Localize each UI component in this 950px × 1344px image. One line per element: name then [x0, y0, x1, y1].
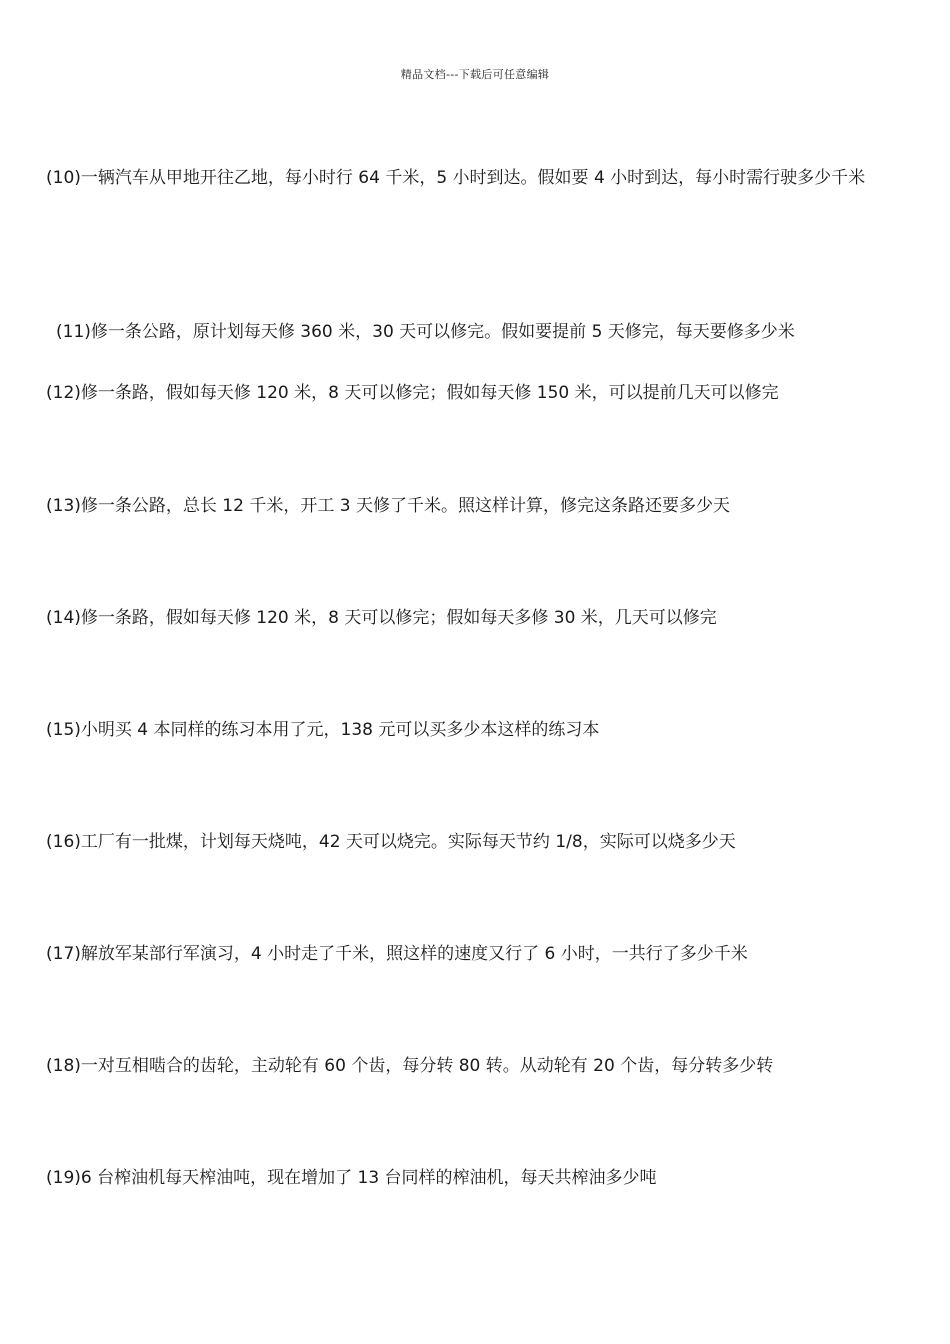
page-header: 精品文档---下载后可任意编辑 — [400, 68, 550, 81]
question-13: (13)修一条公路，总长 12 千米，开工 3 天修了千米。照这样计算，修完这条路还要多少天 — [46, 496, 730, 516]
question-15: (15)小明买 4 本同样的练习本用了元，138 元可以买多少本这样的练习本 — [46, 720, 600, 740]
question-11: (11)修一条公路，原计划每天修 360 米，30 天可以修完。假如要提前 5 天修完，每天要修多少米 — [56, 322, 795, 342]
question-12: (12)修一条路，假如每天修 120 米，8 天可以修完；假如每天修 150 米，可以提前几天可以修完 — [46, 383, 779, 403]
question-10: (10)一辆汽车从甲地开往乙地，每小时行 64 千米，5 小时到达。假如要 4 小时到达，每小时需行驶多少千米 — [46, 168, 866, 188]
question-16: (16)工厂有一批煤，计划每天烧吨，42 天可以烧完。实际每天节约 1/8，实际可以烧多少天 — [46, 832, 736, 852]
question-14: (14)修一条路，假如每天修 120 米，8 天可以修完；假如每天多修 30 米，几天可以修完 — [46, 608, 717, 628]
question-19: (19)6 台榨油机每天榨油吨，现在增加了 13 台同样的榨油机，每天共榨油多少吨 — [46, 1168, 657, 1188]
question-18: (18)一对互相啮合的齿轮，主动轮有 60 个齿，每分转 80 转。从动轮有 20 个齿，每分转多少转 — [46, 1056, 774, 1076]
question-17: (17)解放军某部行军演习，4 小时走了千米，照这样的速度又行了 6 小时，一共行了多少千米 — [46, 944, 748, 964]
